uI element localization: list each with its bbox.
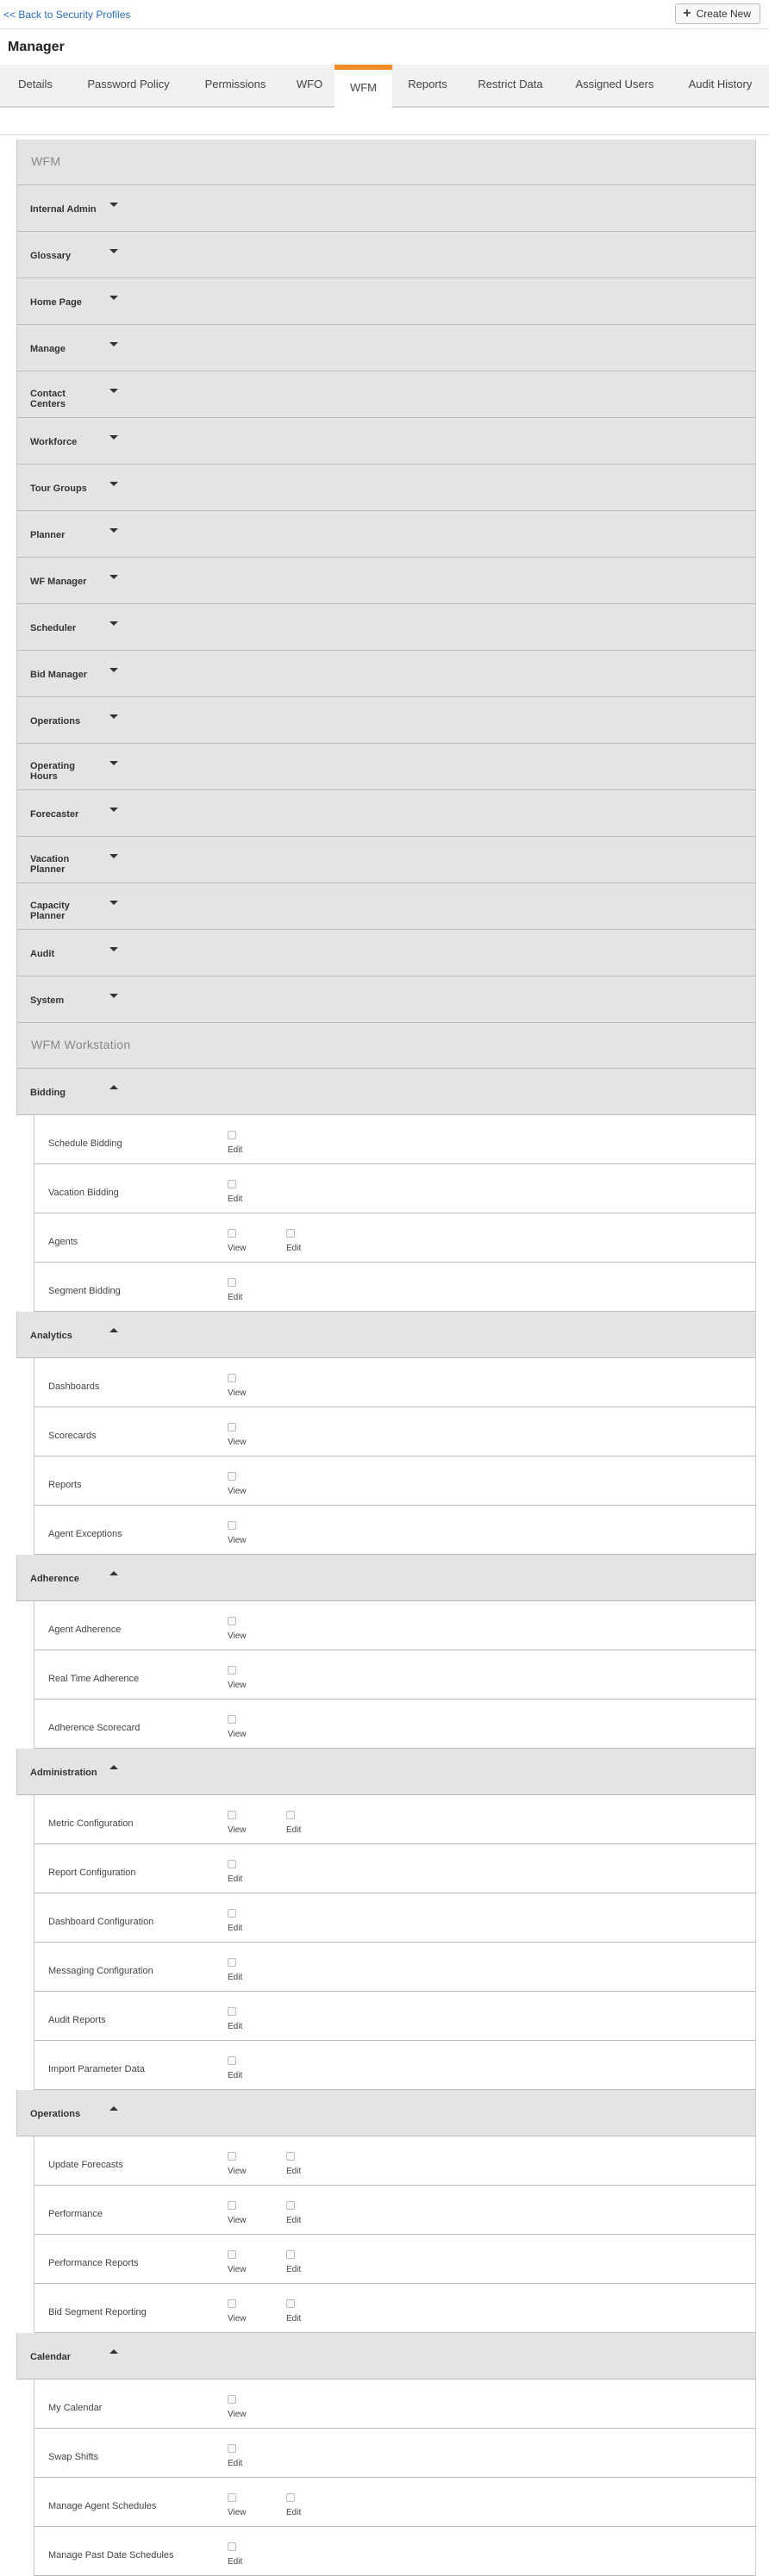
view-checkbox[interactable] [228,1715,236,1724]
permission-label: Messaging Configuration [48,1966,153,1976]
group-label: Tour Groups [30,483,87,494]
group-label: Bidding [30,1088,66,1098]
checkbox-label: Edit [286,2265,302,2274]
checkbox-label: View [228,2167,247,2176]
group-analytics[interactable] [16,1312,756,1358]
view-permission [228,1229,262,1255]
caret-down-icon[interactable] [109,761,118,765]
permission-label: Audit Reports [48,2015,106,2025]
caret-down-icon[interactable] [109,249,118,253]
checkbox-label: Edit [286,2167,302,2176]
group-label: Forecaster [30,809,79,820]
permission-row [34,1263,756,1312]
edit-permission [286,2299,321,2325]
permission-label: Scorecards [48,1431,97,1441]
view-permission [228,1521,262,1547]
edit-permission [286,1229,321,1255]
caret-down-icon[interactable] [109,296,118,300]
caret-up-icon[interactable] [109,2349,118,2354]
checkbox-label: View [228,1244,247,1253]
caret-down-icon[interactable] [109,994,118,998]
permission-row [34,1650,756,1700]
group-label: Contact Centers [30,389,66,409]
tab-reports[interactable]: Reports [408,78,447,90]
view-checkbox[interactable] [228,2250,236,2259]
group-glossary[interactable] [16,232,756,278]
edit-checkbox[interactable] [286,2493,295,2502]
permission-row [34,1893,756,1943]
view-permission [228,1617,262,1643]
group-label: Bid Manager [30,670,88,680]
group-forecaster[interactable] [16,790,756,837]
checkbox-label: View [228,1388,247,1398]
edit-checkbox[interactable] [228,1909,236,1918]
caret-down-icon[interactable] [109,901,118,905]
group-label: Home Page [30,297,82,308]
caret-down-icon[interactable] [109,621,118,626]
view-permission [228,1811,262,1837]
view-checkbox[interactable] [228,1229,236,1238]
permission-label: Segment Bidding [48,1286,121,1296]
tab-password-policy[interactable]: Password Policy [87,78,170,90]
view-checkbox[interactable] [228,1521,236,1530]
permission-row [34,2136,756,2186]
permission-row [34,2478,756,2527]
view-checkbox[interactable] [228,1472,236,1481]
permission-row [34,1115,756,1164]
group-label: Operations [30,2109,81,2119]
view-permission [228,2201,262,2227]
group-label: Analytics [30,1331,72,1341]
permission-row [34,1213,756,1263]
group-vacation-planner[interactable] [16,837,756,883]
permission-row [34,2284,756,2333]
wfm-workstation-section-header: WFM Workstation [16,1023,756,1069]
permission-label: Import Parameter Data [48,2064,145,2074]
group-system[interactable] [16,976,756,1023]
edit-checkbox[interactable] [228,1860,236,1868]
edit-checkbox[interactable] [286,2201,295,2210]
edit-permission [286,2152,321,2178]
permission-row [34,1358,756,1407]
edit-checkbox[interactable] [228,2444,236,2453]
view-checkbox[interactable] [228,2493,236,2502]
checkbox-label: View [228,1730,247,1739]
edit-permission [286,2493,321,2519]
group-operating-hours[interactable] [16,744,756,790]
edit-checkbox[interactable] [228,2542,236,2551]
edit-permission [228,1909,262,1935]
caret-down-icon[interactable] [109,947,118,951]
view-permission [228,1472,262,1498]
tab-wfm[interactable]: WFM [334,65,392,109]
tab-assigned-users[interactable]: Assigned Users [575,78,654,90]
view-checkbox[interactable] [228,1374,236,1382]
permission-label: Reports [48,1480,82,1490]
tab-audit-history[interactable]: Audit History [688,78,753,90]
edit-permission [286,1811,321,1837]
edit-checkbox[interactable] [228,1958,236,1967]
permission-row [34,2429,756,2478]
group-bid-manager[interactable] [16,651,756,697]
permission-label: Update Forecasts [48,2160,123,2170]
caret-down-icon[interactable] [109,435,118,440]
edit-checkbox[interactable] [228,2007,236,2016]
view-permission [228,2152,262,2178]
permission-row [34,1992,756,2041]
group-label: Operations [30,716,81,727]
permission-label: Agent Exceptions [48,1529,122,1539]
permission-label: Metric Configuration [48,1818,134,1829]
view-checkbox[interactable] [228,1617,236,1625]
checkbox-label: Edit [228,2022,243,2031]
edit-checkbox[interactable] [228,1180,236,1188]
group-label: Adherence [30,1574,79,1584]
group-label: WF Manager [30,577,87,587]
permission-label: My Calendar [48,2403,103,2413]
group-adherence[interactable] [16,1555,756,1601]
edit-checkbox[interactable] [286,2299,295,2308]
wfm-permissions-panel [16,140,756,2576]
permission-label: Dashboard Configuration [48,1917,154,1927]
caret-down-icon[interactable] [109,668,118,672]
checkbox-label: View [228,2508,247,2517]
permission-label: Adherence Scorecard [48,1723,141,1733]
caret-down-icon[interactable] [109,389,118,393]
tab-permissions[interactable]: Permissions [204,78,266,90]
permission-label: Schedule Bidding [48,1138,122,1149]
group-tour-groups[interactable] [16,465,756,511]
checkbox-label: View [228,1438,247,1447]
edit-permission [228,1958,262,1984]
checkbox-label: Edit [286,1825,302,1835]
group-label: Calendar [30,2352,72,2362]
edit-permission [228,1278,262,1304]
view-checkbox[interactable] [228,1423,236,1431]
checkbox-label: View [228,2410,247,2419]
permission-row [34,2186,756,2235]
permission-label: Performance [48,2209,103,2219]
group-bidding[interactable] [16,1069,756,1115]
permission-row [34,2041,756,2090]
group-audit[interactable] [16,930,756,976]
checkbox-label: View [228,1681,247,1690]
view-permission [228,2299,262,2325]
checkbox-label: Edit [228,1973,243,1982]
edit-checkbox[interactable] [286,2250,295,2259]
caret-down-icon[interactable] [109,854,118,858]
group-capacity-planner[interactable] [16,883,756,930]
view-permission [228,2250,262,2276]
edit-checkbox[interactable] [228,2056,236,2065]
permission-label: Manage Agent Schedules [48,2501,157,2511]
group-label: Planner [30,530,66,540]
group-administration[interactable] [16,1749,756,1795]
permission-row [34,1795,756,1844]
view-permission [228,1666,262,1692]
view-checkbox[interactable] [228,2299,236,2308]
group-operations[interactable] [16,2090,756,2136]
checkbox-label: Edit [228,1194,243,1204]
view-permission [228,2493,262,2519]
edit-permission [286,2201,321,2227]
checkbox-label: Edit [286,1244,302,1253]
view-checkbox[interactable] [228,1666,236,1675]
group-wf-manager[interactable] [16,558,756,604]
checkbox-label: Edit [228,1293,243,1302]
tab-wfo[interactable]: WFO [296,78,323,90]
wfm-section-header: WFM [16,140,756,185]
checkbox-label: Edit [228,1924,243,1933]
group-calendar[interactable] [16,2333,756,2380]
caret-down-icon[interactable] [109,808,118,812]
group-label: Internal Admin [30,204,97,215]
group-label: Scheduler [30,623,77,633]
view-checkbox[interactable] [228,2395,236,2404]
tab-bar [0,65,769,108]
permission-label: Vacation Bidding [48,1188,119,1198]
permission-row [34,1943,756,1992]
permission-label: Agents [48,1237,78,1247]
checkbox-label: View [228,2314,247,2323]
view-permission [228,1374,262,1400]
create-new-label: Create New [696,8,751,20]
checkbox-label: Edit [286,2508,302,2517]
permission-row [34,1506,756,1555]
group-manage[interactable] [16,325,756,371]
view-permission [228,1423,262,1449]
view-checkbox[interactable] [228,2201,236,2210]
permission-row [34,2380,756,2429]
permission-row [34,1407,756,1456]
caret-up-icon[interactable] [109,1328,118,1332]
view-permission [228,1715,262,1741]
divider [0,134,769,135]
caret-down-icon[interactable] [109,482,118,486]
checkbox-label: Edit [286,2314,302,2323]
group-contact-centers[interactable] [16,371,756,418]
group-label: Capacity Planner [30,901,70,921]
caret-up-icon[interactable] [109,1571,118,1575]
view-permission [228,2395,262,2421]
tab-details[interactable]: Details [18,78,53,90]
permission-row [34,1844,756,1893]
edit-checkbox[interactable] [286,1229,295,1238]
permission-label: Manage Past Date Schedules [48,2550,174,2560]
group-label: Manage [30,344,66,354]
caret-up-icon[interactable] [109,1765,118,1769]
checkbox-label: Edit [228,1874,243,1884]
group-label: Glossary [30,251,72,261]
checkbox-label: View [228,2265,247,2274]
edit-checkbox[interactable] [228,1278,236,1287]
edit-permission [228,1131,262,1157]
checkbox-label: Edit [228,2557,243,2567]
permission-label: Dashboards [48,1382,100,1392]
checkbox-label: Edit [286,2216,302,2225]
view-checkbox[interactable] [228,2152,236,2161]
tab-restrict-data[interactable]: Restrict Data [478,78,543,90]
checkbox-label: View [228,2216,247,2225]
checkbox-label: View [228,1487,247,1496]
group-internal-admin[interactable] [16,185,756,232]
checkbox-label: Edit [228,1145,243,1155]
caret-down-icon[interactable] [109,528,118,533]
edit-permission [228,1860,262,1886]
group-label: System [30,995,65,1006]
permission-label: Bid Segment Reporting [48,2307,147,2317]
caret-down-icon[interactable] [109,714,118,719]
caret-down-icon[interactable] [109,575,118,579]
permission-row [34,1456,756,1506]
group-label: Administration [30,1768,97,1778]
group-label: Vacation Planner [30,854,70,875]
view-checkbox[interactable] [228,1811,236,1819]
group-label: Workforce [30,437,78,447]
checkbox-label: Edit [228,2459,243,2468]
caret-down-icon[interactable] [109,203,118,207]
group-operations[interactable] [16,697,756,744]
edit-permission [228,2056,262,2082]
group-workforce[interactable] [16,418,756,465]
group-home-page[interactable] [16,278,756,325]
checkbox-label: Edit [228,2071,243,2080]
group-label: Operating Hours [30,761,75,782]
permission-row [34,2527,756,2576]
group-planner[interactable] [16,511,756,558]
permission-label: Real Time Adherence [48,1674,140,1684]
edit-checkbox[interactable] [228,1131,236,1139]
caret-up-icon[interactable] [109,1085,118,1089]
caret-up-icon[interactable] [109,2106,118,2111]
group-scheduler[interactable] [16,604,756,651]
permission-row [34,1601,756,1650]
edit-permission [286,2250,321,2276]
permission-row [34,1700,756,1749]
permission-label: Performance Reports [48,2258,139,2268]
checkbox-label: View [228,1631,247,1641]
permission-label: Report Configuration [48,1868,136,1878]
create-new-button[interactable] [675,3,760,24]
edit-permission [228,2444,262,2470]
permission-label: Swap Shifts [48,2452,99,2462]
top-bar [0,0,769,29]
checkbox-label: View [228,1536,247,1545]
page-title: Manager [8,40,65,54]
permission-row [34,2235,756,2284]
edit-permission [228,1180,262,1206]
permission-label: Agent Adherence [48,1625,122,1635]
group-label: Audit [30,949,55,959]
caret-down-icon[interactable] [109,342,118,346]
edit-permission [228,2007,262,2033]
permission-row [34,1164,756,1213]
checkbox-label: View [228,1825,247,1835]
plus-icon: + [683,6,691,21]
edit-checkbox[interactable] [286,1811,295,1819]
back-to-security-profiles-link[interactable]: << Back to Security Profiles [3,9,131,21]
edit-checkbox[interactable] [286,2152,295,2161]
